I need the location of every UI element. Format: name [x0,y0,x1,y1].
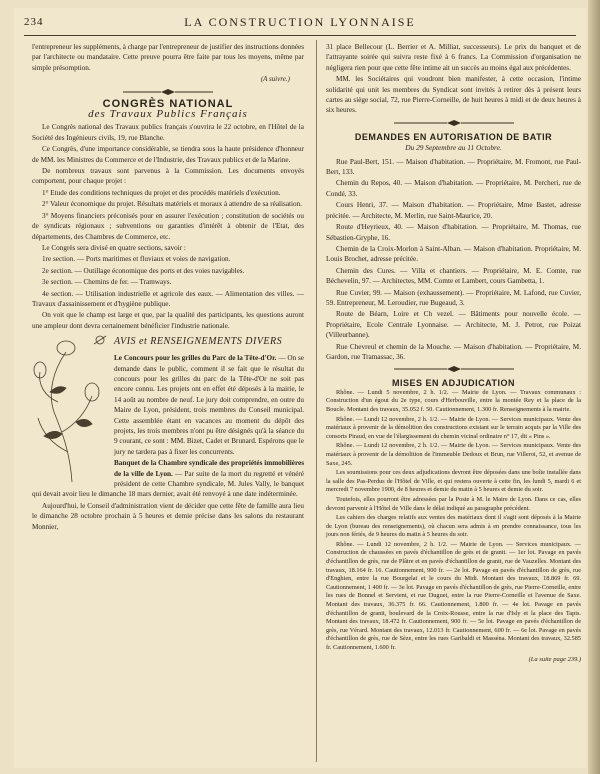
list-item: 2e section. — Outillage économique des ports et des voies navigables. [42,266,245,275]
list-item: Rue Chevreul et chemin de la Mouche. — Maison d'habitation. — Propriétaire, M. Gardon, rue Tramassac, 36. [326,342,581,361]
list-item: Rue Cuvier, 99. — Maison (exhaussement). — Propriétaire, M. Lafond, rue Cuvier, 59. Entrepreneur, M. Leroudier, rue Bugeaud, 3. [326,288,581,307]
right-column [326,42,581,665]
header-rule [24,35,576,36]
page-header [14,8,586,36]
list-item: 3e section. — Chemins de fer. — Tramways. [42,278,172,287]
section-title: DEMANDES EN AUTORISATION DE BATIR [354,131,553,142]
list-item: Rhône. — Lundi 12 novembre, 2 h. 1/2. — Mairie de Lyon. — Services municipaux. Vente des matériaux à provenir de la démolition des constructions existant sur le terrain acquis par la Ville des consorts Piraud, en vue de l'élargissement du chemin vicinal ordinaire n° 17, dit « Pins ». [326,415,581,440]
avis-title: AVIS et RENSEIGNEMENTS DIVERS [114,335,283,347]
item-text: — Par suite de la mort du regretté et vénéré président de cette Chambre syndicale, M. Jules Vally, le banquet qui devait avoir lieu le dimanche 18 mars dernier, avait été renvoyé à une date indéterminée. [32,469,304,499]
list-item: 2° Valeur économique du projet. Résultats matériels et moraux à attendre de sa réalisation. [42,200,303,209]
paragraph: On voit que le champ est large et que, par la qualité des participants, les questions auront une ampleur dont devra certainement bénéficier l'industrie nationale. [32,311,304,330]
ornament-rule-icon [394,120,514,126]
list-item: 1° Etude des conditions techniques du projet et des procédés matériels d'exécution. [42,188,281,197]
list-item: 1re section. — Ports maritimes et fluviaux et voies de navigation. [42,255,231,264]
list-item: Chemin du Repos, 40. — Maison d'habitation. — Propriétaire, M. Percheri, rue de Condé, 33. [326,179,581,198]
paragraph: Le Congrès sera divisé en quatre sections, savoir : [42,243,186,252]
running-title: LA CONSTRUCTION LYONNAISE [184,15,416,29]
page [14,8,586,768]
section-title: CONGRÈS NATIONAL [102,97,234,110]
paragraph: Aujourd'hui, le Conseil d'administration vient de décider que cette fête de famille aura lieu le dimanche 28 octobre prochain à 5 heures et demie précise dans les salons du restaurant Monnier, [32,501,304,531]
list-item: Chemin des Cures. — Villa et chantiers. — Propriétaire, M. E. Comte, rue Béchevelin, 97. — Architectes, MM. Comte et Lambert, cours Gambetta, 1. [326,266,581,286]
paragraph: l'entrepreneur les suppléments, à charge par l'entrepreneur de justifier des instructions données par l'architecte ou mandataire. Cette preuve pourra être faite par tous les moyens, même par simple présomption. [32,43,304,72]
section-title: MISES EN ADJUDICATION [391,378,515,389]
paragraph: De nombreux travaux sont parvenus à la Commission. Les documents envoyés comportent, pour chaque projet : [32,167,304,186]
paragraph: Toutefois, elles pourront être adressées par la Poste à M. le Maire de Lyon. Dans ce cas, elles devront parvenir à l'Hôtel de Ville dans le délai indiqué au paragraphe précédent. [326,495,581,512]
paragraph: MM. les Sociétaires qui voudront bien manifester, à cette occasion, l'intime solidarité qui unit les membres du Syndicat sont invités à retirer dès à présent leurs cartes au siège social, 72, rue Pierre-Corneille, de huit heures à midi et de deux heures à six heures. [326,75,581,115]
avis-banner [114,335,304,349]
list-item: Route de Béarn, Loire et Ch vezel. — Bâtiments pour nouvelle école. — Propriétaire, Ecole Centrale Lyonnaise. — Architecte, M. J. Petrot, rue Poizat (Villeurbanne). [326,310,581,340]
list-item: Rhône. — Lundi 5 novembre, 2 h. 1/2. — Mairie de Lyon. — Travaux communaux : Construction d'un égout du 2e type, cours d'Herbouville, entre la montée Rey et la place de la Boucle. Montant des travaux, 35.052 f. 50. Cautionnement, 1.300 fr. Renseignements à la mairie. [326,388,581,413]
to-be-continued: (A suivre.) [260,75,290,84]
decorative-flower-icon [32,332,108,482]
list-item: 3° Moyens financiers préconisés pour en assurer l'exécution ; constitution de sociétés ou de syndicats régionaux ; subventions ou garanties d'intérêt à obtenir de l'Etat, des départements, des Chambres de Commerce, etc. [32,211,304,241]
column-divider [316,40,317,762]
paragraph: Les cahiers des charges relatifs aux ventes des matériaux dont il s'agit sont déposés à la Mairie de Lyon (bureau des renseignements), où chacun sera admis à en prendre connaissance, tous les jours non fériés, de 9 heures du matin à 5 heures du soir. [326,514,581,539]
paragraph: Le Congrès national des Travaux publics français s'ouvrira le 22 octobre, en l'Hôtel de la Société des Ingénieurs civils, 19, rue Blanche. [32,123,304,142]
ornament-rule-icon [394,366,514,372]
ornament-rule-icon [123,89,213,95]
item-heading: Le Concours pour les grilles du Parc de la Tête-d'Or. [114,354,277,363]
list-item: Cours Henri, 37. — Maison d'habitation. — Propriétaire, Mme Bastet, adresse précitée. — Architecte, M. Merlin, rue Saint-Maurice, 20. [326,201,581,220]
section-subtitle: Du 29 Septembre au 11 Octobre. [405,143,502,153]
list-item: Rue Paul-Bert, 151. — Maison d'habitation. — Propriétaire, M. Fromont, rue Paul-Bert, 133. [326,157,581,177]
page-number: 234 [24,16,44,28]
list-item: Rhône. — Lundi 12 novembre, 2 h. 1/2. — Mairie de Lyon. — Services municipaux. — Construction de chaussées en pavés d'échantillon de grès et de granit. — 1er lot. Pavage en pavés d'échantillon de grès, rue de Plâtre et en pavés d'échantillon de granit, rue de Vauzelles. Montant des travaux, 18.164 fr. 16. Cautionnement, 900 fr. — 2e lot. Pavage en pavés d'échantillon de grès, rue d'Enghien, entre la rue Bourgelat et le cours du Midi. Montant des travaux, 18.869 fr. 69. Cautionnement, 1 400 fr. — 3e lot. Pavage en pavés d'échantillon de grès, rue Pierre-Corneille, entre les rues de Bonnel et Servient, et rue Duguet, entre la rue Pierre-Corneille et l'avenue de Saxe. Montant des travaux, 36.375 fr. 66. Cautionnement, 1.800 fr. — 4e lot. Pavage en pavés d'échantillon de granit, boulevard de la Croix-Rousse, entre la rue d'Isly et la place des Tapis. Montant des travaux, 18.472 fr. Cautionnement, 900 fr. — 5e lot. Pavage en pavés d'échantillon de grès, rue Vérard. Montant des travaux, 12.013 fr. Cautionnement, 600 fr. — 6e lot. Pavage en pavés d'échantillon de grès, rue de Sèze, entre les rues Garibaldi et Masséna. Montant des travaux, 32.585 fr. Cautionnement, 1.600 fr. [326,540,581,651]
section-subtitle: des Travaux Publics Français [88,108,248,121]
list-item: Route d'Heyrieux, 40. — Maison d'habitation. — Propriétaire, M. Thomas, rue Sébastien-Gryphe, 16. [326,223,581,242]
paragraph: 31 place Bellecour (L. Berrier et A. Milliat, successeurs). Le prix du banquet et de l'attrayante soirée qui suivra reste fixé à 6 francs. La Commission d'organisation ne négligera rien pour que cette fête intime ait un succès au moins égal aux précédentes. [326,43,581,72]
item-text: — On se demande dans le public, comment il se fait que le résultat du concours pour les grilles du parc de la Tête-d'Or ne soit pas encore connu. Les projets ont en effet été déposés à la mairie, le 14 août au nombre de neuf. Le jury doit comprendre, en outre du Maire de Lyon, président, trois membres du Conseil municipal. Cette assemblée étant en vacances au moment du dépôt des projets, les trois membres n'ont pu être désignés qu'à la séance du 9 courant, ce sont : MM. Bizet, Cadet et Brunard. Espérons que le jury ne tardera pas à fixer les concurrents. [114,354,304,456]
continued-note: (La suite page 239.) [528,655,581,663]
paragraph: Les soumissions pour ces deux adjudications devront être déposées dans une boîte installée dans la salle des Pas-Perdus de l'Hôtel de Ville, et qui restera ouverte à cette fin, les lundi 5, mardi 6 et mercredi 7 novembre 1900, de 8 heures et demie du matin à 5 heures et demie du soir. [326,469,581,494]
paragraph: Ce Congrès, d'une importance considérable, se tiendra sous la haute présidence d'honneur de MM. les Ministres du Commerce et de l'Industrie, des Travaux publics et de la Marine. [32,145,304,164]
list-item: 4e section. — Utilisation industrielle et agricole des eaux. — Alimentation des villes. — Travaux d'assainissement et d'hygiène publique. [32,289,304,308]
list-item: Chemin de la Croix-Morlon à Saint-Alban. — Maison d'habitation. Propriétaire, M. Louis Brochet, adresse précitée. [326,244,581,264]
book-spine [588,0,600,774]
item-heading: Banquet de la Chambre syndicale des propriétés immobilières de la ville de Lyon. [114,459,304,478]
list-item: Rhône. — Lundi 12 novembre, 2 h. 1/2. — Mairie de Lyon. — Services municipaux. Vente des matériaux à provenir de la démolition de l'immeuble Dedoux et Brun, rue Villeroi, 52, et avenue de Saxe, 245. [326,442,581,467]
left-column [32,42,304,533]
